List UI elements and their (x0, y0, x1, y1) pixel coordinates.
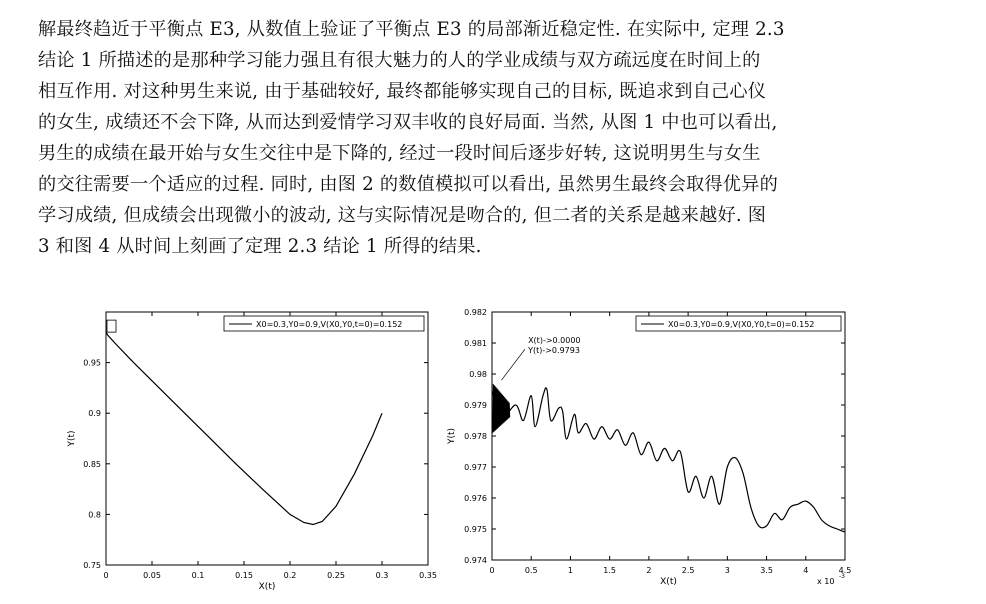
paragraph-line: 相互作用. 对这种男生来说, 由于基础较好, 最终都能够实现自己的目标, 既追求到自己心仪 (38, 81, 767, 102)
chart1-x-tick-label: 0.25 (327, 571, 345, 580)
paragraph-line: 3 和图 4 从时间上刻画了定理 2.3 结论 1 所得的结果. (38, 236, 482, 257)
chart2-initial-oscillation (493, 384, 510, 433)
chart2-x-axis-label: X(t) (660, 577, 677, 587)
chart2-x-scale-exponent: -3 (839, 573, 845, 580)
chart1-start-marker (107, 320, 116, 332)
chart1-x-axis-label: X(t) (258, 582, 276, 592)
chart1-x-tick-label: 0.2 (283, 571, 297, 580)
chart1-y-tick-label: 0.85 (83, 459, 101, 469)
chart-1-svg (56, 300, 446, 600)
chart1-legend-label: X0=0.3,Y0=0.9,V(X0,Y0,t=0)=0.152 (256, 320, 403, 329)
paragraph-line: 的女生, 成绩还不会下降, 从而达到爱情学习双丰收的良好局面. 当然, 从图 1 中也可以看出, (38, 112, 778, 133)
chart2-x-tick-label: 0 (489, 566, 495, 575)
chart2-x-tick-label: 0.5 (524, 566, 538, 575)
paragraph-line: 结论 1 所描述的是那种学习能力强且有很大魅力的人的学业成绩与双方疏远度在时间上的 (38, 50, 761, 71)
chart2-x-tick-label: 3 (724, 566, 730, 575)
chart2-y-tick-label: 0.982 (464, 308, 487, 317)
chart1-y-tick-label: 0.9 (88, 409, 101, 419)
chart2-y-tick-label: 0.981 (464, 339, 487, 348)
figure-2-chart (440, 300, 870, 600)
paragraph-line: 的交往需要一个适应的过程. 同时, 由图 2 的数值模拟可以看出, 虽然男生最终会取得优异的 (38, 174, 778, 195)
chart2-y-tick-label: 0.98 (469, 370, 487, 379)
figure-1-chart (56, 300, 446, 600)
chart1-x-tick-label: 0 (103, 571, 109, 580)
chart2-y-tick-label: 0.977 (464, 463, 487, 472)
chart1-x-tick-label: 0.35 (419, 571, 437, 580)
chart1-y-tick-label: 0.75 (83, 561, 101, 570)
chart1-y-tick-label: 0.8 (88, 510, 101, 520)
chart2-y-tick-label: 0.974 (464, 556, 487, 565)
paragraph-line: 解最终趋近于平衡点 E3, 从数值上验证了平衡点 E3 的局部渐近稳定性. 在实际中, 定理 2.3 (38, 19, 785, 40)
chart2-y-tick-label: 0.975 (464, 525, 487, 534)
chart2-x-tick-label: 3.5 (760, 566, 773, 575)
chart2-legend-label: X0=0.3,Y0=0.9,V(X0,Y0,t=0)=0.152 (668, 320, 815, 329)
chart1-x-tick-label: 0.3 (375, 571, 389, 580)
chart2-x-tick-label: 1 (567, 566, 573, 575)
chart2-x-tick-label: 4.5 (838, 566, 852, 575)
chart1-x-tick-label: 0.1 (191, 571, 205, 580)
chart2-y-tick-label: 0.978 (464, 432, 487, 441)
chart2-x-tick-label: 4 (803, 566, 809, 575)
chart2-y-tick-label: 0.979 (464, 401, 487, 410)
chart2-annotation-y: Y(t)->0.9793 (528, 346, 580, 355)
chart2-x-tick-label: 1.5 (603, 566, 617, 575)
chart2-x-tick-label: 2.5 (681, 566, 695, 575)
chart1-plot-frame (106, 312, 428, 565)
body-paragraph (38, 14, 938, 262)
paragraph-line: 学习成绩, 但成绩会出现微小的波动, 这与实际情况是吻合的, 但二者的关系是越来越好. 图 (38, 205, 767, 226)
chart-2-svg (440, 300, 870, 600)
chart2-y-axis-label: Y(t) (447, 427, 457, 445)
chart1-y-axis-label: Y(t) (67, 430, 77, 447)
chart2-annotation-x: X(t)->0.0000 (528, 336, 581, 345)
chart1-x-tick-label: 0.05 (143, 571, 161, 580)
chart1-series-line (106, 332, 382, 524)
chart2-x-tick-label: 2 (646, 566, 652, 575)
chart2-annotation-pointer (501, 349, 525, 380)
chart1-y-tick-label: 0.95 (83, 358, 101, 368)
chart1-x-tick-label: 0.15 (235, 571, 253, 580)
chart2-series-line (492, 388, 845, 532)
chart2-y-tick-label: 0.976 (464, 494, 487, 503)
chart2-x-scale-label: x 10 (817, 577, 835, 586)
paragraph-line: 男生的成绩在最开始与女生交往中是下降的, 经过一段时间后逐步好转, 这说明男生与女生 (38, 143, 761, 164)
